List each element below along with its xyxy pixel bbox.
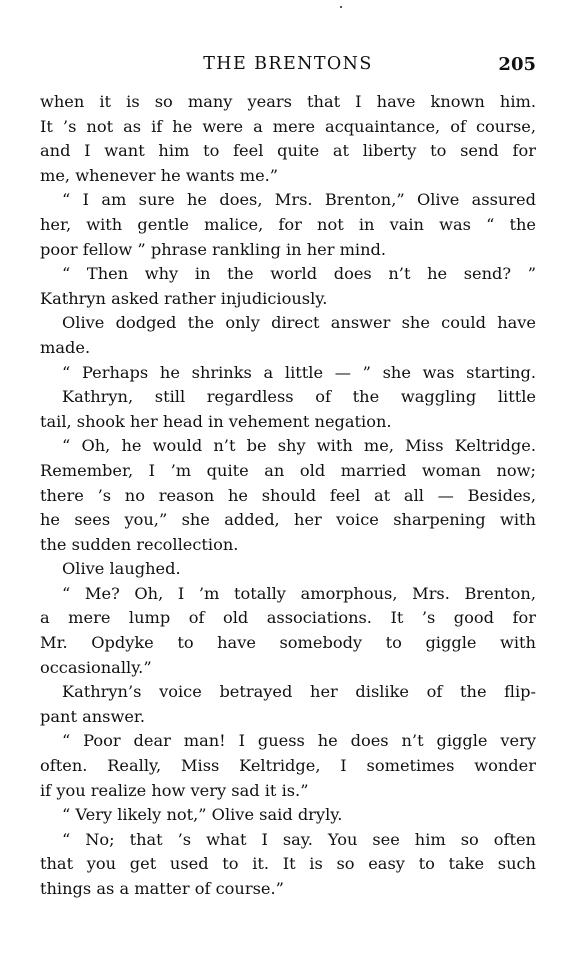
- page-header: [40, 54, 536, 78]
- text-line: a mere lump of old associations. It ’s good for: [40, 608, 536, 628]
- text-line: he sees you,” she added, her voice sharpening with: [40, 510, 536, 530]
- text-line: Kathryn asked rather injudiciously.: [40, 288, 328, 308]
- text-line: Kathryn, still regardless of the waggling little: [62, 387, 536, 407]
- text-line: “ Oh, he would n’t be shy with me, Miss Keltridge.: [62, 436, 536, 456]
- text-line: Olive laughed.: [62, 559, 181, 579]
- text-line: “ Me? Oh, I ’m totally amorphous, Mrs. Brenton,: [62, 583, 536, 603]
- text-line: the sudden recollection.: [40, 534, 239, 554]
- text-line: made.: [40, 337, 91, 357]
- text-line: things as a matter of course.”: [40, 879, 284, 898]
- text-line: “ Perhaps he shrinks a little — ” she was starting.: [62, 362, 536, 382]
- print-speck: [340, 6, 342, 8]
- text-line: poor fellow ” phrase rankling in her mind.: [40, 239, 387, 259]
- text-line: Olive dodged the only direct answer she could have: [62, 313, 536, 333]
- text-line: pant answer.: [40, 706, 146, 726]
- text-line: there ’s no reason he should feel at all — Besides,: [40, 485, 536, 505]
- text-line: “ No; that ’s what I say. You see him so often: [62, 829, 536, 849]
- text-line: It ’s not as if he were a mere acquaintance, of course,: [40, 116, 536, 136]
- text-line: “ Poor dear man! I guess he does n’t giggle very: [62, 731, 536, 751]
- text-line: occasionally.”: [40, 657, 152, 677]
- text-line: “ Then why in the world does n’t he send? ”: [62, 264, 536, 284]
- text-line: and I want him to feel quite at liberty to send for: [40, 141, 536, 161]
- text-line: Mr. Opdyke to have somebody to giggle with: [40, 633, 536, 653]
- text-line: when it is so many years that I have known him.: [40, 92, 536, 111]
- text-line: her, with gentle malice, for not in vain was “ the: [40, 214, 536, 234]
- body-text: [40, 90, 536, 902]
- text-line: Kathryn’s voice betrayed her dislike of the flip-: [62, 682, 536, 702]
- running-title: THE BRENTONS: [203, 54, 373, 74]
- page-number: 205: [498, 54, 536, 75]
- text-line: “ I am sure he does, Mrs. Brenton,” Olive assured: [62, 190, 536, 210]
- text-line: tail, shook her head in vehement negation.: [40, 411, 392, 431]
- text-line: if you realize how very sad it is.”: [40, 780, 309, 800]
- text-line: “ Very likely not,” Olive said dryly.: [62, 805, 343, 825]
- text-line: often. Really, Miss Keltridge, I sometimes wonder: [40, 756, 536, 776]
- text-line: Remember, I ’m quite an old married woman now;: [40, 460, 536, 480]
- text-line: that you get used to it. It is so easy to take such: [40, 854, 536, 874]
- text-line: me, whenever he wants me.”: [40, 165, 279, 185]
